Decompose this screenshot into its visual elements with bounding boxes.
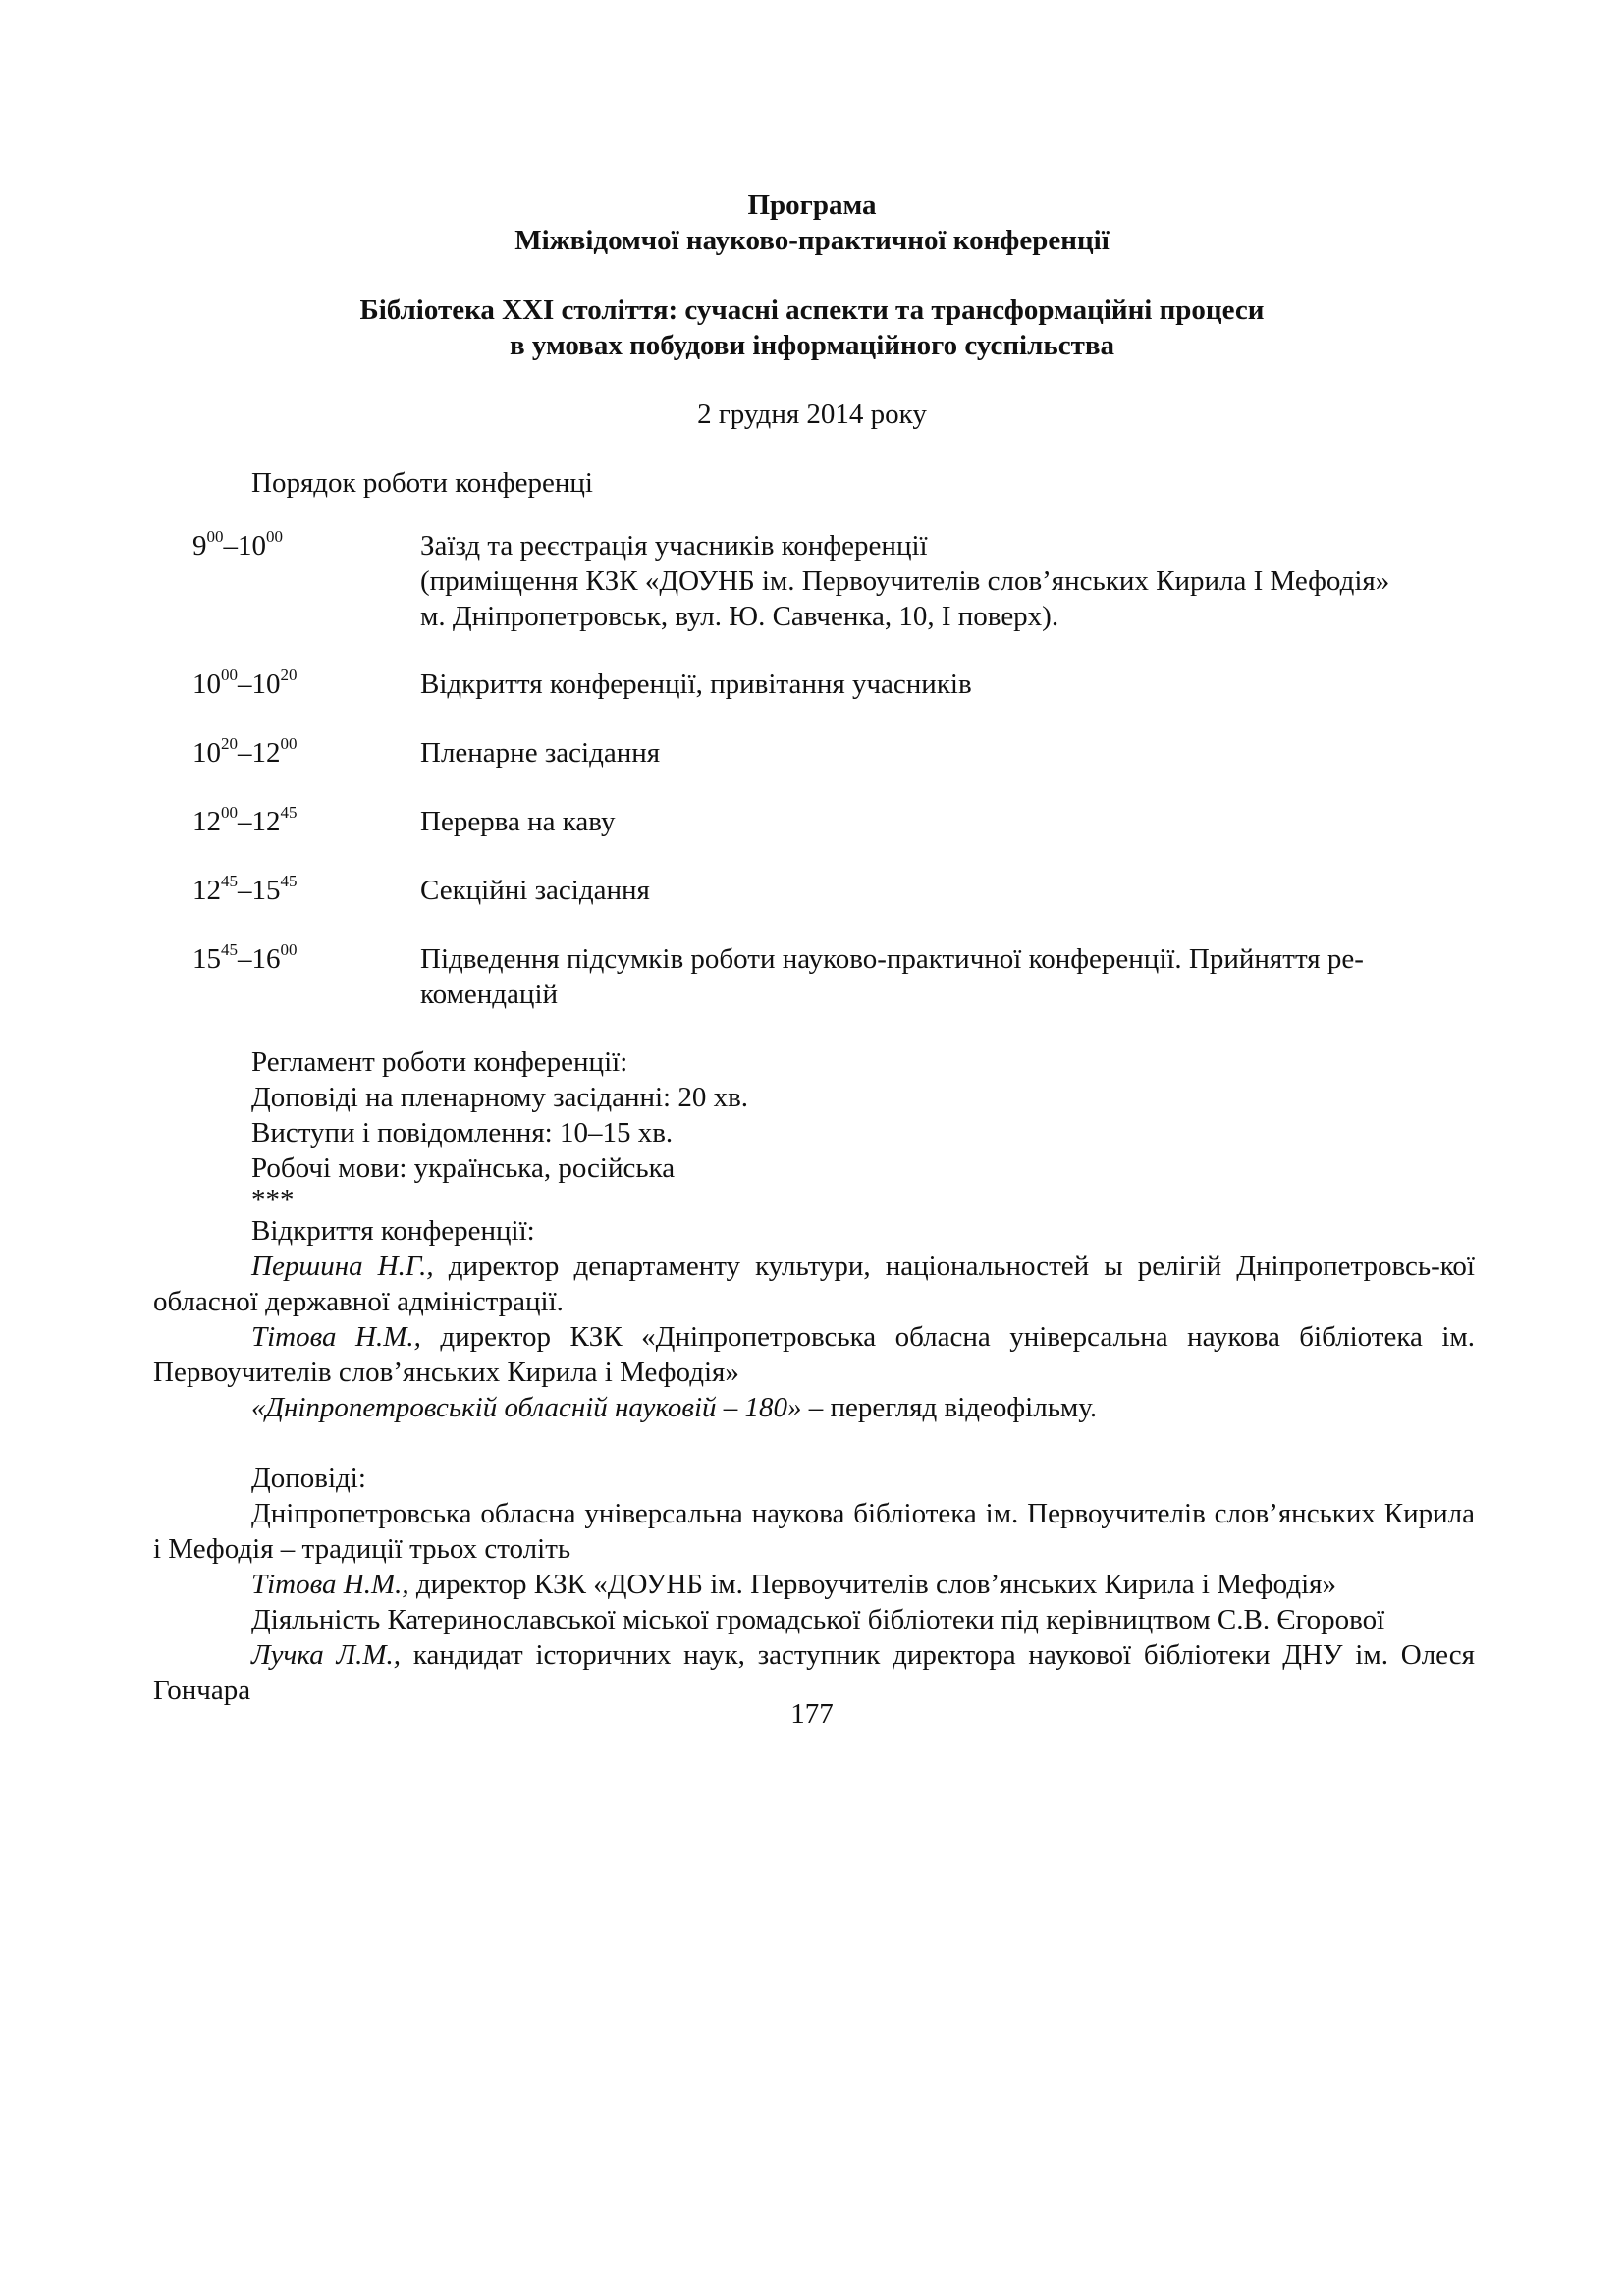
speaker-name: Тітова Н.М., xyxy=(251,1321,421,1353)
conference-date: 2 грудня 2014 року xyxy=(697,399,927,430)
opening-title: Відкриття конференції: xyxy=(251,1215,535,1247)
program-title: Програма xyxy=(747,189,877,221)
section-separator: *** xyxy=(251,1184,295,1215)
author-name: Тітова Н.М., xyxy=(251,1569,409,1600)
film-title: «Дніпропетровській обласній науковій – 180» xyxy=(251,1392,802,1423)
report-1-title: Дніпропетровська обласна універсальна наукова бібліотека ім. Первоучителів слов’янських Кирила і Мефодія – традиції трьох століть xyxy=(153,1498,1475,1565)
schedule-description: Секційні засідання xyxy=(420,875,650,906)
report-1-author: Тітова Н.М., директор КЗК «ДОУНБ ім. Первоучителів слов’янських Кирила і Мефодія» xyxy=(251,1569,1336,1600)
schedule-description: Заїзд та реєстрація учасників конференції (приміщення КЗК «ДОУНБ ім. Первоучителів слов’янських Кирила І Мефодія» м. Дніпропетровськ, вул. Ю. Савченка, 10, І поверх). xyxy=(420,530,1390,632)
reglament-title: Регламент роботи конференції: xyxy=(251,1046,628,1078)
schedule-description: Підведення підсумків роботи науково-практичної конференції. Прийняття ре- комендацій xyxy=(420,943,1364,1010)
schedule-description: Відкриття конференції, привітання учасників xyxy=(420,668,972,700)
schedule-description: Перерва на каву xyxy=(420,806,616,837)
report-2-author: Лучка Л.М., кандидат історичних наук, заступник директора наукової бібліотеки ДНУ ім. Олеся Гончара xyxy=(153,1639,1475,1706)
page-number: 177 xyxy=(790,1698,834,1730)
reglament-languages: Робочі мови: українська, російська xyxy=(251,1152,676,1184)
opening-speaker-1: Першина Н.Г., директор департаменту культури, національностей ы релігій Дніпропетровсь-кої обласної державної адміністрації. xyxy=(153,1251,1475,1317)
order-title: Порядок роботи конференці xyxy=(251,467,593,499)
schedule-time: $12^{00}-12^{45}$ xyxy=(192,803,298,837)
speaker-name: Першина Н.Г., xyxy=(251,1251,434,1282)
schedule-time: $10^{20}-12^{00}$ xyxy=(192,734,298,769)
report-2-title: Діяльність Катеринославської міської громадської бібліотеки під керівництвом С.В. Єгорової xyxy=(251,1604,1385,1635)
reports-title: Доповіді: xyxy=(251,1463,366,1494)
reglament-talks: Виступи і повідомлення: 10–15 хв. xyxy=(251,1117,674,1148)
conference-title: Міжвідомчої науково-практичної конференції xyxy=(514,225,1110,256)
opening-film: «Дніпропетровській обласній науковій – 180» – перегляд відеофільму. xyxy=(251,1392,1098,1423)
schedule-time: $12^{45}-15^{45}$ xyxy=(192,872,298,906)
theme-line-2: в умовах побудови інформаційного суспільства xyxy=(509,330,1114,361)
schedule-time: $15^{45}-16^{00}$ xyxy=(192,940,298,975)
schedule-time: $9^{00}-10^{00}$ xyxy=(192,527,283,561)
reglament-plenary: Доповіді на пленарному засіданні: 20 хв. xyxy=(251,1082,749,1113)
theme-line-1: Бібліотека XXI століття: сучасні аспекти та трансформаційні процеси xyxy=(359,294,1265,326)
schedule-time: $10^{00}-10^{20}$ xyxy=(192,666,298,700)
opening-speaker-2: Тітова Н.М., директор КЗК «Дніпропетровська обласна універсальна наукова бібліотека ім. Первоучителів слов’янських Кирила і Мефодія» xyxy=(153,1321,1476,1388)
author-name: Лучка Л.М., xyxy=(251,1639,402,1671)
schedule-description: Пленарне засідання xyxy=(420,737,661,769)
